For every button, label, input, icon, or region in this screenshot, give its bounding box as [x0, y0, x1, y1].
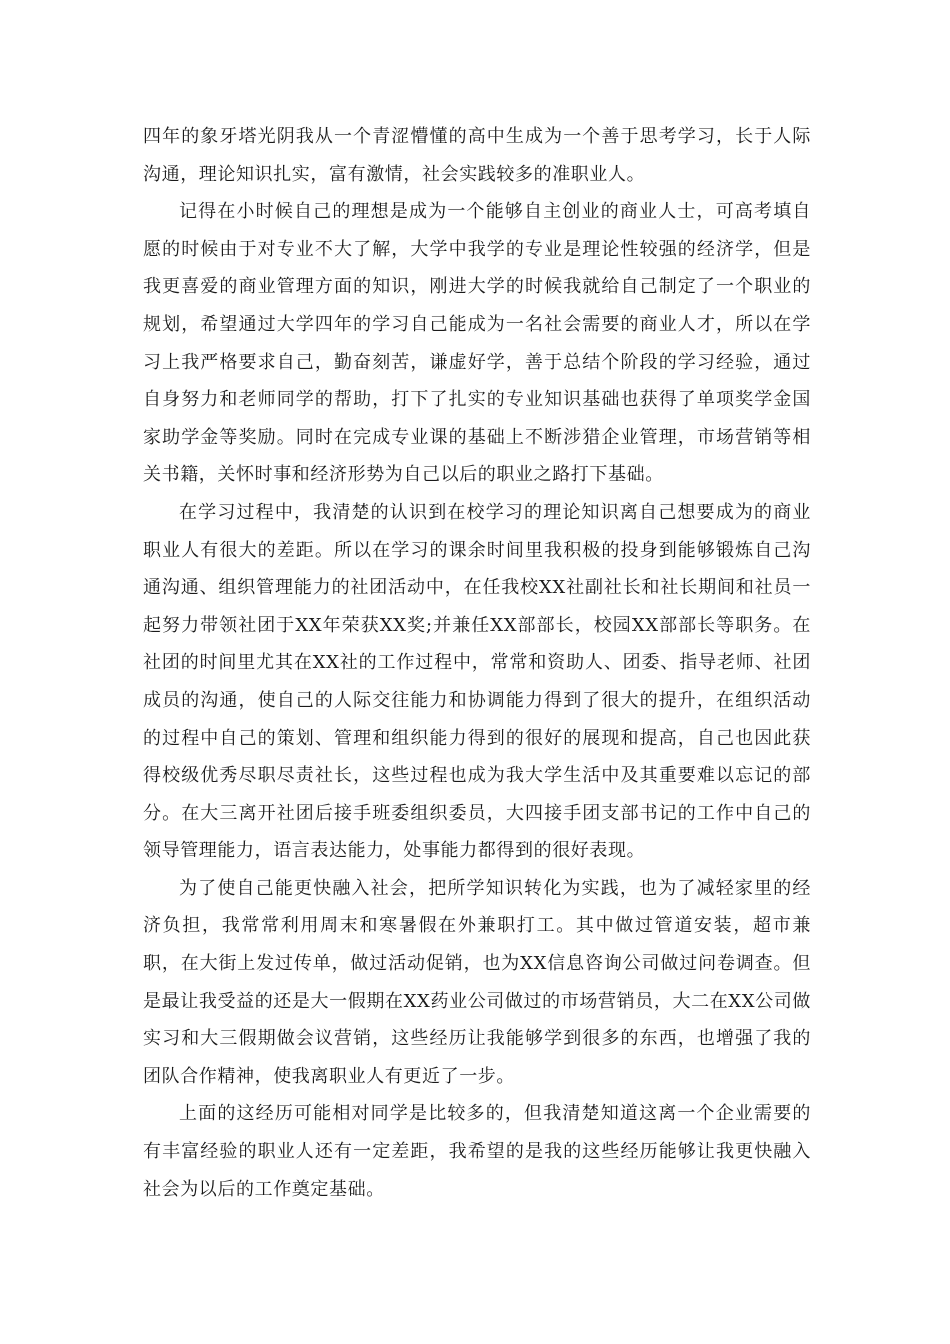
paragraph-4: 为了使自己能更快融入社会，把所学知识转化为实践，也为了减轻家里的经济负担，我常常利用周末和寒暑假在外兼职打工。其中做过管道安装，超市兼职，在大街上发过传单，做过活动促销，也为XX信息咨询公司做过问卷调查。但是最让我受益的还是大一假期在XX药业公司做过的市场营销员，大二在XX公司做实习和大三假期做会议营销，这些经历让我能够学到很多的东西，也增强了我的团队合作精神，使我离职业人有更近了一步。 [143, 877, 811, 1087]
paragraph-2: 记得在小时候自己的理想是成为一个能够自主创业的商业人士，可高考填自愿的时候由于对专业不大了解，大学中我学的专业是理论性较强的经济学，但是我更喜爱的商业管理方面的知识，刚进大学的时候我就给自己制定了一个职业的规划，希望通过大学四年的学习自己能成为一名社会需要的商业人才，所以在学习上我严格要求自己，勤奋刻苦，谦虚好学，善于总结个阶段的学习经验，通过自身努力和老师同学的帮助，打下了扎实的专业知识基础也获得了单项奖学金国家助学金等奖励。同时在完成专业课的基础上不断涉猎企业管理，市场营销等相关书籍，关怀时事和经济形势为自己以后的职业之路打下基础。 [143, 201, 811, 486]
paragraph-1: 四年的象牙塔光阴我从一个青涩懵懂的高中生成为一个善于思考学习，长于人际沟通，理论知识扎实，富有激情，社会实践较多的准职业人。 [143, 126, 811, 185]
paragraph-3: 在学习过程中，我清楚的认识到在校学习的理论知识离自己想要成为的商业职业人有很大的差距。所以在学习的课余时间里我积极的投身到能够锻炼自己沟通沟通、组织管理能力的社团活动中，在任我校XX社副社长和社长期间和社员一起努力带领社团于XX年荣获XX奖;并兼任XX部部长，校园XX部部长等职务。在社团的时间里尤其在XX社的工作过程中，常常和资助人、团委、指导老师、社团成员的沟通，使自己的人际交往能力和协调能力得到了很大的提升，在组织活动的过程中自己的策划、管理和组织能力得到的很好的展现和提高，自己也因此获得校级优秀尽职尽责社长，这些过程也成为我大学生活中及其重要难以忘记的部分。在大三离开社团后接手班委组织委员，大四接手团支部书记的工作中自己的领导管理能力，语言表达能力，处事能力都得到的很好表现。 [143, 501, 811, 862]
paragraph-5: 上面的这经历可能相对同学是比较多的，但我清楚知道这离一个企业需要的有丰富经验的职业人还有一定差距，我希望的是我的这些经历能够让我更快融入社会为以后的工作奠定基础。 [143, 1103, 811, 1200]
document-body [143, 118, 811, 1208]
